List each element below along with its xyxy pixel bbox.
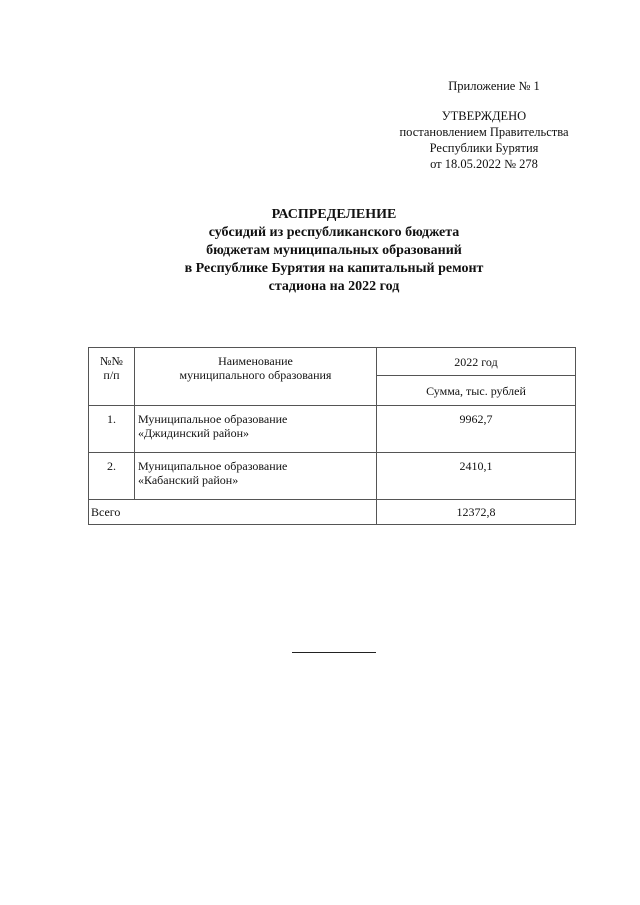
row-amount: 9962,7	[377, 406, 576, 453]
end-divider	[292, 652, 376, 653]
header-number-line: п/п	[103, 368, 120, 382]
table-row	[89, 453, 576, 500]
row-municipality	[135, 453, 377, 500]
row-municipality	[135, 406, 377, 453]
header-year: 2022 год	[377, 348, 576, 376]
header-number	[89, 348, 135, 406]
appendix-title: Приложение № 1	[448, 79, 540, 93]
row-amount: 2410,1	[377, 453, 576, 500]
title-line: субсидий из республиканского бюджета	[208, 225, 460, 240]
approval-date: от 18.05.2022 № 278	[430, 157, 538, 171]
municipality-line: «Кабанский район»	[138, 473, 239, 487]
row-number: 1.	[89, 406, 135, 453]
approval-line: Республики Бурятия	[429, 141, 539, 155]
header-amount-unit: Сумма, тыс. рублей	[377, 376, 576, 406]
subsidy-table	[88, 347, 576, 525]
approval-stamp	[372, 108, 596, 172]
approval-heading: УТВЕРЖДЕНО	[441, 109, 527, 123]
header-municipality-line: муниципального образования	[179, 368, 332, 382]
header-municipality	[135, 348, 377, 406]
title-line: стадиона на 2022 год	[268, 279, 400, 294]
total-amount: 12372,8	[377, 500, 576, 525]
municipality-line: Муниципальное образование	[138, 412, 288, 426]
header-municipality-line: Наименование	[218, 354, 293, 368]
table-total-row	[89, 500, 576, 525]
title-line: бюджетам муниципальных образований	[206, 243, 462, 258]
appendix-block	[372, 78, 596, 172]
municipality-line: «Джидинский район»	[138, 426, 250, 440]
total-label: Всего	[89, 500, 377, 525]
title-line: в Республике Бурятия на капитальный ремонт	[184, 261, 484, 276]
title-line: РАСПРЕДЕЛЕНИЕ	[271, 207, 397, 222]
table-header-row	[89, 348, 576, 376]
municipality-line: Муниципальное образование	[138, 459, 288, 473]
table-row	[89, 406, 576, 453]
row-number: 2.	[89, 453, 135, 500]
header-number-line: №№	[100, 354, 123, 368]
document-title	[100, 206, 568, 296]
approval-line: постановлением Правительства	[399, 125, 569, 139]
